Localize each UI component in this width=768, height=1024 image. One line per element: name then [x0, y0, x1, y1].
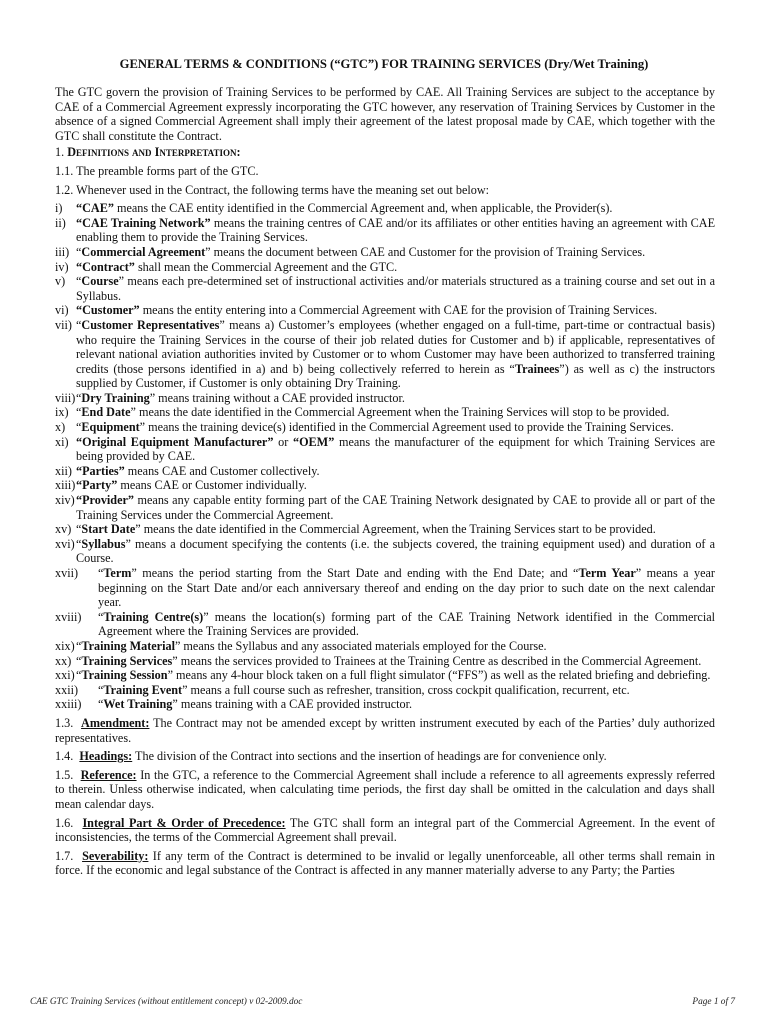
clause-heading: Reference:	[80, 767, 137, 782]
clause-text: The Contract may not be amended except by written instrument executed by each of the Parties’ duly authorized representatives.	[55, 715, 715, 745]
intro-paragraph: The GTC govern the provision of Training Services to be performed by CAE. All Training Services are subject to the acceptance by CAE of a Commercial Agreement expressly incorporating the GTC however, any reservation of Training Services by Customer in the absence of a signed Commercial Agreement shall imply their agreement of the latest proposal made by CAE, which together with the GTC shall constitute the Contract.	[55, 85, 715, 143]
defined-term: “CAE Training Network”	[76, 215, 211, 230]
defined-term: Training Centre(s)	[103, 609, 204, 624]
quote-mark: “	[76, 653, 82, 668]
clause-number: 1.5.	[55, 767, 74, 782]
defined-term: “Provider”	[76, 493, 134, 508]
definition-body: ” means the date identified in the Commercial Agreement when the Training Services will stop to be provided.	[130, 405, 670, 420]
definition-body: means the CAE entity identified in the Commercial Agreement and, when applicable, the Provider(s).	[113, 201, 613, 216]
defined-term: Customer Representatives	[81, 317, 220, 332]
definition-body: ” means the Syllabus and any associated materials employed for the Course.	[174, 638, 547, 653]
clause-number: 1.3.	[55, 715, 74, 730]
definition-body: ” means the date identified in the Commercial Agreement, when the Training Services start to be provided.	[135, 522, 656, 537]
clause-paragraph	[55, 716, 715, 745]
definition-text	[76, 435, 715, 464]
definition-text	[76, 668, 715, 683]
definition-text	[76, 537, 715, 566]
definition-number: iv)	[55, 259, 69, 274]
clause-heading: Severability:	[82, 848, 149, 863]
definition-number: xxii)	[55, 682, 79, 697]
quote-mark: “	[76, 420, 82, 435]
clause-number: 1.2.	[55, 182, 74, 197]
definition-item	[55, 683, 715, 698]
definitions-list	[55, 201, 715, 712]
defined-term: Training Session	[81, 668, 168, 683]
clause-1-1	[55, 164, 715, 179]
quote-mark: “	[76, 244, 82, 259]
definition-item	[55, 668, 715, 683]
defined-term: Trainees	[514, 361, 560, 376]
quote-mark: “	[76, 317, 82, 332]
definition-text	[76, 216, 715, 245]
definition-item	[55, 391, 715, 406]
defined-term: Term Year	[578, 566, 636, 580]
definition-text	[76, 639, 715, 654]
quote-mark: “	[76, 638, 82, 653]
definition-text	[76, 391, 715, 406]
definition-body: ” means a document specifying the contents (i.e. the subjects covered, the training equipment used) and duration of a Course.	[76, 536, 715, 566]
definition-item	[55, 610, 715, 639]
definition-body: or	[273, 434, 293, 449]
definition-item	[55, 245, 715, 260]
definition-item	[55, 639, 715, 654]
quote-mark: “	[76, 536, 82, 551]
definition-body: ” means training with a CAE provided instructor.	[172, 697, 413, 712]
definition-item	[55, 522, 715, 537]
definition-body: ” means any 4-hour block taken on a full flight simulator (“FFS”) as well as the related briefing and debriefing.	[167, 668, 711, 683]
definition-text	[76, 245, 715, 260]
definition-item	[55, 303, 715, 318]
definition-item	[55, 201, 715, 216]
definition-body: ”) as well as c) the instructors supplied by Customer, if Customer is only obtaining Dry Training.	[76, 361, 715, 391]
definition-body: ” means each pre-determined set of instructional activities and/or materials structured as a training course and set out in a Syllabus.	[76, 274, 715, 303]
section-number: 1.	[55, 145, 65, 160]
definition-number: xviii)	[55, 609, 82, 624]
defined-term: Training Services	[81, 653, 173, 668]
defined-term: “Parties”	[76, 463, 125, 478]
definition-item	[55, 566, 715, 610]
defined-term: End Date	[81, 405, 131, 420]
definition-number: xvi)	[55, 536, 75, 551]
definition-number: vi)	[55, 303, 69, 318]
definition-body: means the entity entering into a Commercial Agreement with CAE for the provision of Training Services.	[139, 303, 658, 318]
definition-body: ” means the training device(s) identified in the Commercial Agreement used to provide the Training Services.	[139, 420, 674, 435]
quote-mark: “	[98, 566, 104, 580]
quote-mark: “	[76, 390, 82, 405]
definition-text	[76, 405, 715, 420]
definition-body: means CAE and Customer collectively.	[124, 463, 320, 478]
definition-text	[76, 201, 715, 216]
defined-term: Training Material	[81, 638, 175, 653]
definition-text	[76, 464, 715, 479]
quote-mark: “	[76, 668, 82, 683]
definition-text	[98, 683, 715, 698]
definition-text	[76, 478, 715, 493]
defined-term: Equipment	[81, 420, 140, 435]
definition-body: ” means the location(s) forming part of the CAE Training Network identified in the Commercial Agreement where the Training Services are provided.	[98, 609, 715, 639]
definition-item	[55, 478, 715, 493]
definition-text	[76, 522, 715, 537]
definition-body: ” means training without a CAE provided instructor.	[149, 390, 405, 405]
section-1-heading	[55, 145, 715, 160]
clause-paragraph	[55, 768, 715, 812]
definition-body: shall mean the Commercial Agreement and the GTC.	[134, 259, 398, 274]
defined-term: “CAE”	[76, 201, 114, 216]
defined-term: “OEM”	[292, 434, 335, 449]
definition-number: iii)	[55, 244, 70, 259]
definition-text	[76, 493, 715, 522]
clause-number: 1.6.	[55, 815, 74, 830]
definition-text	[76, 303, 715, 318]
document-body	[55, 85, 715, 878]
clause-paragraph	[55, 849, 715, 878]
definition-body: means any capable entity forming part of the CAE Training Network designated by CAE to provide all or part of the Training Services under the Commercial Agreement.	[76, 493, 715, 522]
definition-body: ” means the document between CAE and Customer for the provision of Training Services.	[205, 244, 646, 259]
definition-number: xxi)	[55, 668, 75, 683]
definition-number: xiv)	[55, 493, 75, 508]
definition-item	[55, 537, 715, 566]
definition-body: ” means a year beginning on the Start Date and/or each anniversary thereof and ending on the day prior to such date on the next calendar year.	[98, 566, 715, 610]
definition-number: xvii)	[55, 566, 79, 580]
clause-number: 1.4.	[55, 749, 74, 764]
defined-term: Syllabus	[81, 536, 126, 551]
definition-text	[76, 318, 715, 391]
definition-number: vii)	[55, 317, 72, 332]
definition-item	[55, 697, 715, 712]
defined-term: “Contract”	[76, 259, 135, 274]
defined-term: “Original Equipment Manufacturer”	[76, 434, 274, 449]
defined-term: Commercial Agreement	[81, 244, 206, 259]
definition-item	[55, 260, 715, 275]
definition-number: xx)	[55, 653, 72, 668]
defined-term: Training Event	[103, 682, 183, 697]
definition-number: xxiii)	[55, 697, 82, 712]
clause-heading: Integral Part & Order of Precedence:	[82, 815, 286, 830]
defined-term: Start Date	[81, 522, 136, 537]
clause-text: In the GTC, a reference to the Commercial Agreement shall include a reference to all agreements expressly referred to therein. Unless otherwise indicated, when calculating time periods, the first day shall be omitted in the calculation and days shall mean calendar days.	[55, 767, 716, 811]
clause-text: Whenever used in the Contract, the following terms have the meaning set out below:	[76, 182, 490, 197]
definition-number: xiii)	[55, 478, 76, 493]
definition-body: means CAE or Customer individually.	[117, 478, 307, 493]
clause-paragraph	[55, 749, 715, 764]
definition-body: ” means a full course such as refresher, transition, cross cockpit qualification, recurrent, etc.	[182, 682, 630, 697]
clause-number: 1.7.	[55, 848, 74, 863]
defined-term: Course	[81, 274, 119, 289]
definition-text	[98, 566, 715, 610]
clause-1-2	[55, 183, 715, 198]
definition-item	[55, 654, 715, 669]
definition-text	[76, 654, 715, 669]
definition-number: xv)	[55, 522, 72, 537]
defined-term: “Customer”	[76, 303, 140, 318]
definition-number: xix)	[55, 638, 75, 653]
quote-mark: “	[76, 522, 82, 537]
defined-term: Dry Training	[81, 390, 150, 405]
clause-number: 1.1.	[55, 163, 74, 178]
definition-item	[55, 464, 715, 479]
definition-number: viii)	[55, 390, 76, 405]
definition-text	[98, 697, 715, 712]
definition-number: xii)	[55, 463, 72, 478]
clause-paragraph	[55, 816, 715, 845]
defined-term: Term	[103, 566, 132, 580]
quote-mark: “	[98, 697, 104, 712]
definition-text	[76, 260, 715, 275]
definition-item	[55, 435, 715, 464]
footer-page-number: Page 1 of 7	[692, 997, 735, 1007]
definition-item	[55, 318, 715, 391]
definition-item	[55, 420, 715, 435]
definition-text	[98, 610, 715, 639]
clauses-list	[55, 716, 715, 878]
definition-body: ” means a) Customer’s employees (whether engaged on a full-time, part-time or contractual basis) who require the Training Services in the course of their job related duties for Customer and b) if applicable, representatives of relevant national aviation authorities invited by Customer or to whom Customer may have been authorized to transferred training credits (those persons identified in a) and b) being collectively referred to herein as “	[76, 317, 715, 376]
defined-term: Wet Training	[103, 697, 173, 712]
definition-body: means the manufacturer of the equipment for which Training Services are being provided by CAE.	[76, 434, 715, 464]
document-title: GENERAL TERMS & CONDITIONS (“GTC”) FOR TRAINING SERVICES (Dry/Wet Training)	[119, 57, 649, 71]
definition-text	[76, 274, 715, 303]
clause-text: The division of the Contract into sections and the insertion of headings are for convenience only.	[132, 749, 607, 764]
definition-number: v)	[55, 274, 66, 289]
defined-term: “Party”	[76, 478, 118, 493]
definition-number: xi)	[55, 434, 69, 449]
definition-number: ii)	[55, 215, 66, 230]
clause-text: The preamble forms part of the GTC.	[76, 163, 259, 178]
section-title: Definitions and Interpretation:	[67, 145, 241, 160]
definition-text	[76, 420, 715, 435]
definition-item	[55, 216, 715, 245]
definition-number: x)	[55, 420, 66, 435]
definition-item	[55, 274, 715, 303]
definition-number: ix)	[55, 405, 69, 420]
page-footer	[30, 995, 735, 1010]
quote-mark: “	[98, 682, 104, 697]
clause-heading: Amendment:	[81, 715, 150, 730]
definition-item	[55, 493, 715, 522]
quote-mark: “	[76, 274, 82, 289]
quote-mark: “	[76, 405, 82, 420]
definition-item	[55, 405, 715, 420]
definition-number: i)	[55, 201, 63, 216]
definition-body: ” means the services provided to Trainees at the Training Centre as described in the Commercial Agreement.	[172, 653, 702, 668]
clause-text: The GTC shall form an integral part of the Commercial Agreement. In the event of inconsistencies, the terms of the Commercial Agreement shall prevail.	[55, 815, 716, 845]
clause-text: If any term of the Contract is determined to be invalid or legally unenforceable, all other terms shall remain in force. If the economic and legal substance of the Contract is affected in any manner materially adverse to any Party; the Parties	[55, 848, 716, 878]
clause-heading: Headings:	[79, 749, 133, 764]
definition-body: means the training centres of CAE and/or its affiliates or other entities having an agreement with CAE enabling them to provide the Training Services.	[76, 215, 716, 245]
definition-body: ” means the period starting from the Start Date and ending with the End Date; and “	[131, 566, 579, 580]
quote-mark: “	[98, 609, 104, 624]
footer-document-name: CAE GTC Training Services (without entitlement concept) v 02-2009.doc	[30, 997, 303, 1007]
